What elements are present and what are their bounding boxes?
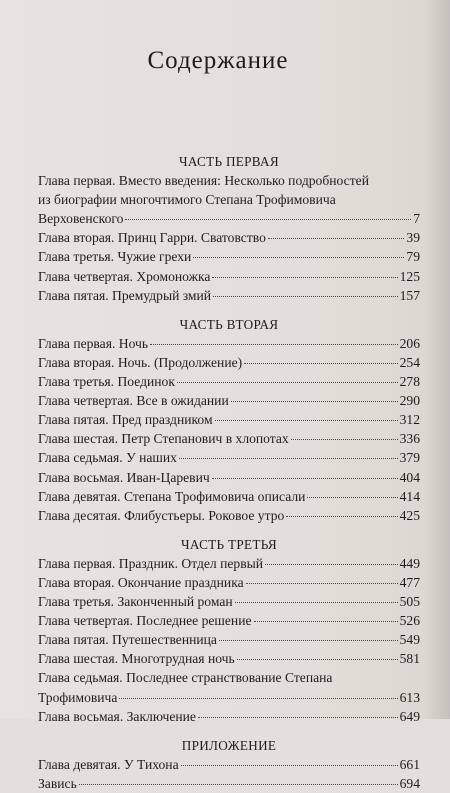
- toc-entry: [38, 171, 420, 228]
- dot-leader: [219, 640, 398, 641]
- entry-title: Глава пятая. Пред праздником: [38, 412, 213, 428]
- dot-leader: [231, 401, 398, 402]
- toc-entry: [38, 429, 420, 448]
- entry-title: Глава восьмая. Иван-Царевич: [38, 469, 210, 485]
- dot-leader: [244, 363, 397, 364]
- toc-entry: [38, 755, 420, 774]
- dot-leader: [193, 257, 404, 258]
- page-number: 336: [399, 431, 420, 447]
- toc-entry: [38, 353, 420, 372]
- page-number: 425: [399, 507, 420, 523]
- toc-entry: [38, 554, 420, 573]
- page-number: 254: [399, 354, 420, 370]
- page-edge-shadow: [424, 0, 450, 719]
- dot-leader: [179, 458, 398, 459]
- toc-entry: [38, 774, 420, 793]
- toc-entry: [38, 267, 420, 286]
- toc-part: [38, 535, 420, 726]
- page-number: 404: [399, 469, 420, 485]
- toc-entry: [38, 372, 420, 391]
- dot-leader: [215, 420, 398, 421]
- toc-entry: [38, 228, 420, 247]
- toc-part: [38, 315, 420, 525]
- page-title: Содержание: [147, 46, 289, 74]
- entry-title: Глава первая. Праздник. Отдел первый: [38, 555, 264, 571]
- toc-entry: [38, 410, 420, 429]
- entry-title: Глава третья. Законченный роман: [38, 594, 233, 610]
- entry-title: Глава шестая. Петр Степанович в хлопотах: [38, 431, 289, 447]
- page-number: 79: [406, 249, 420, 265]
- page-number: 39: [406, 230, 420, 246]
- entry-title: Глава десятая. Флибустьеры. Роковое утро: [38, 507, 285, 523]
- entry-title: Глава девятая. У Тихона: [38, 756, 179, 772]
- dot-leader: [254, 621, 398, 622]
- entry-title: Глава шестая. Многотрудная ночь: [38, 651, 235, 667]
- entry-title: Верховенского: [38, 211, 124, 227]
- entry-title: Глава третья. Поединок: [38, 374, 175, 390]
- part-heading: ЧАСТЬ ВТОРАЯ: [179, 316, 279, 332]
- table-of-contents: [38, 152, 420, 793]
- dot-leader: [177, 382, 398, 383]
- page-number: 379: [399, 450, 420, 466]
- toc-part: [38, 152, 420, 305]
- page-number: 312: [399, 412, 420, 428]
- page-number: 526: [399, 613, 420, 629]
- page-number: 581: [399, 651, 420, 667]
- dot-leader: [235, 602, 398, 603]
- toc-entry: [38, 487, 420, 506]
- toc-entry: [38, 630, 420, 649]
- entry-title: Глава четвертая. Последнее решение: [38, 613, 252, 629]
- page-number: 505: [399, 594, 420, 610]
- dot-leader: [291, 439, 398, 440]
- toc-entry: [38, 468, 420, 487]
- entry-title: Глава вторая. Принц Гарри. Сватовство: [38, 230, 266, 246]
- page-number: 649: [399, 708, 420, 724]
- entry-title: Глава пятая. Премудрый змий: [38, 287, 212, 303]
- page-number: 661: [399, 756, 420, 772]
- toc-entry: [38, 448, 420, 467]
- page-number: 613: [399, 689, 420, 705]
- page-number: 125: [399, 268, 420, 284]
- part-heading: ЧАСТЬ ПЕРВАЯ: [179, 154, 279, 169]
- toc-entry: [38, 649, 420, 668]
- entry-title: Глава четвертая. Хромоножка: [38, 268, 211, 284]
- toc-entry: [38, 506, 420, 525]
- dot-leader: [286, 516, 397, 517]
- dot-leader: [265, 564, 398, 565]
- toc-entry: [38, 707, 420, 726]
- page-number: 449: [399, 555, 420, 571]
- entry-title: Трофимовича: [38, 689, 118, 705]
- toc-entry: [38, 611, 420, 630]
- dot-leader: [246, 583, 398, 584]
- toc-part: [38, 736, 420, 793]
- dot-leader: [212, 478, 398, 479]
- dot-leader: [307, 497, 397, 498]
- entry-title: Глава четвертая. Все в ожидании: [38, 393, 229, 409]
- toc-entry: [38, 592, 420, 611]
- page-number: 414: [399, 488, 420, 504]
- entry-title: Глава девятая. Степана Трофимовича описали: [38, 488, 306, 504]
- dot-leader: [212, 277, 397, 278]
- entry-title: Глава вторая. Ночь. (Продолжение): [38, 354, 243, 370]
- page-number: 206: [399, 335, 420, 351]
- entry-title-line: Глава седьмая. Последнее странствование Степана: [38, 670, 333, 686]
- dot-leader: [125, 219, 411, 220]
- dot-leader: [237, 659, 398, 660]
- entry-title: Глава седьмая. У наших: [38, 450, 177, 466]
- entry-title: Глава восьмая. Заключение: [38, 708, 196, 724]
- entry-title-line: из биографии многочтимого Степана Трофимовича: [38, 192, 336, 208]
- entry-title: Глава третья. Чужие грехи: [38, 249, 192, 265]
- entry-title: Глава пятая. Путешественница: [38, 632, 217, 648]
- page-number: 7: [413, 211, 420, 227]
- page-number: 549: [399, 632, 420, 648]
- page-number: 694: [399, 775, 420, 791]
- part-heading: ПРИЛОЖЕНИЕ: [181, 737, 277, 753]
- dot-leader: [198, 717, 398, 718]
- page-number: 290: [399, 393, 420, 409]
- dot-leader: [79, 784, 398, 785]
- dot-leader: [119, 698, 397, 699]
- dot-leader: [181, 765, 398, 766]
- toc-entry: [38, 247, 420, 266]
- toc-entry: [38, 286, 420, 305]
- page-number: 477: [399, 574, 420, 590]
- toc-entry: [38, 573, 420, 592]
- entry-title: Глава вторая. Окончание праздника: [38, 574, 244, 590]
- dot-leader: [268, 238, 405, 239]
- toc-entry: [38, 334, 420, 353]
- entry-title-line: Глава первая. Вместо введения: Несколько подробностей: [38, 173, 369, 189]
- entry-last-line: [38, 209, 420, 228]
- page-number: 278: [399, 374, 420, 390]
- entry-last-line: [38, 688, 420, 707]
- dot-leader: [150, 344, 398, 345]
- toc-entry: [38, 668, 420, 706]
- dot-leader: [213, 296, 398, 297]
- page-number: 157: [399, 287, 420, 303]
- entry-title: Завись: [38, 775, 77, 791]
- toc-entry: [38, 391, 420, 410]
- part-heading: ЧАСТЬ ТРЕТЬЯ: [181, 536, 277, 552]
- entry-title: Глава первая. Ночь: [38, 335, 149, 351]
